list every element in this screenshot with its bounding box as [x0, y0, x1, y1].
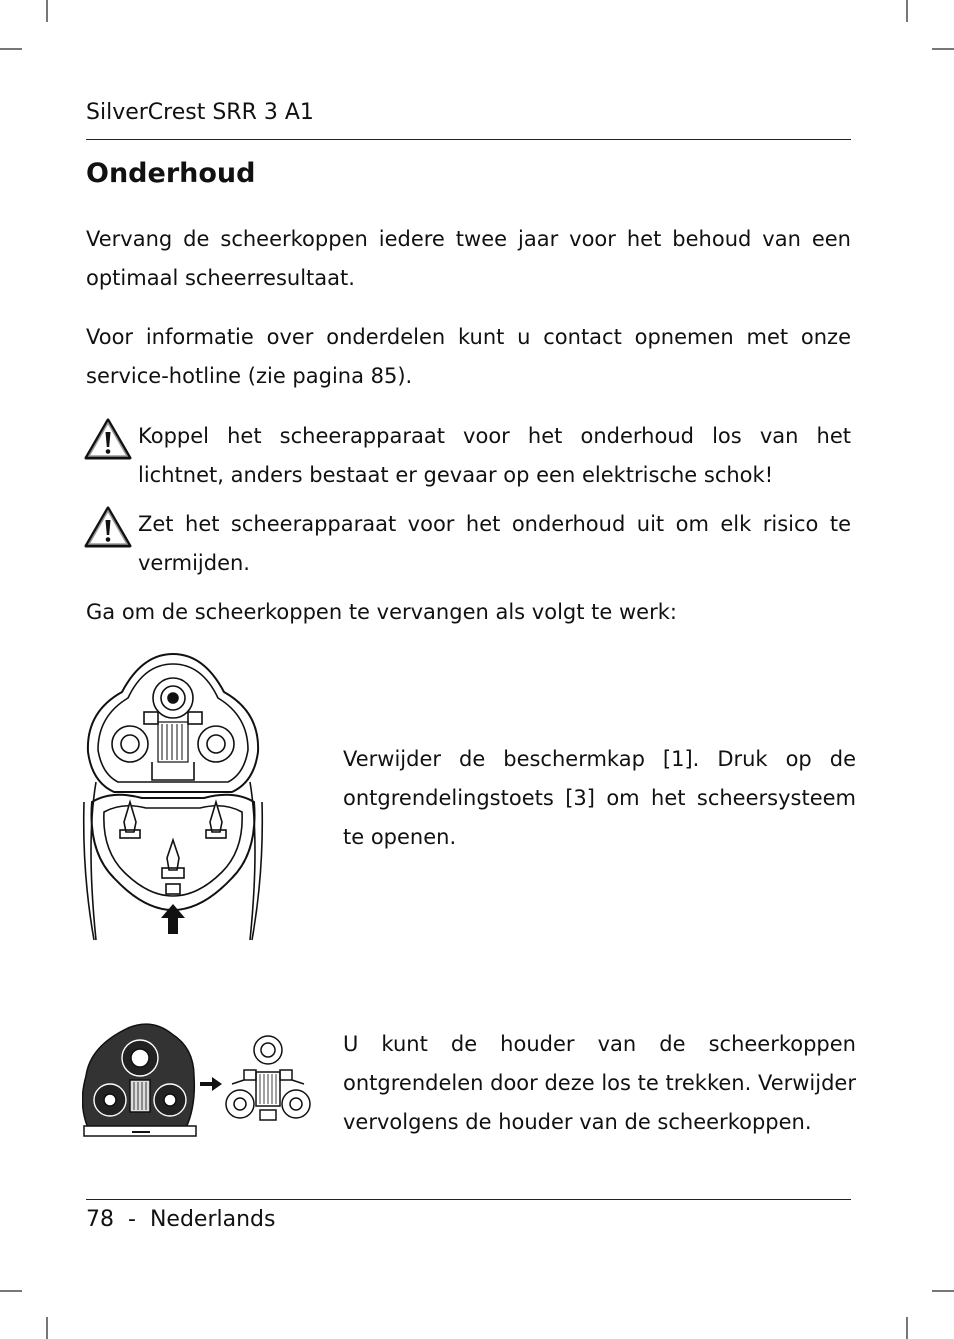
crop-mark [932, 48, 954, 50]
warning-text: Zet het scheerapparaat voor het onderhoud uit om elk risico te vermijden. [138, 512, 851, 575]
running-header: SilverCrest SRR 3 A1 [86, 100, 314, 125]
crop-mark [0, 48, 22, 50]
section-heading: Onderhoud [86, 158, 256, 189]
warning-triangle-icon [84, 505, 132, 549]
shaver-head-open-illustration [82, 652, 264, 942]
step-text: U kunt de houder van de scheerkoppen ontgrendelen door deze los te trekken. Verwijder vervolgens de houder van de scheerkoppen. [343, 1032, 856, 1134]
crop-mark [906, 1317, 908, 1339]
blade-holder-removal-illustration [82, 1020, 312, 1140]
step-text: Verwijder de beschermkap [1]. Druk op de ontgrendelingstoets [3] om het scheersysteem te openen. [343, 747, 856, 849]
crop-mark [46, 0, 48, 22]
footer-language: Nederlands [149, 1207, 276, 1232]
crop-mark [932, 1290, 954, 1292]
crop-mark [0, 1290, 22, 1292]
paragraph: Ga om de scheerkoppen te vervangen als volgt te werk: [86, 600, 677, 624]
paragraph: Vervang de scheerkoppen iedere twee jaar voor het behoud van een optimaal scheerresultaat. [86, 227, 851, 290]
crop-mark [906, 0, 908, 22]
page-number: 78 [86, 1207, 114, 1232]
page-footer [86, 1207, 275, 1232]
paragraph: Voor informatie over onderdelen kunt u contact opnemen met onze service-hotline (zie pagina 85). [86, 325, 851, 388]
footer-separator: - [128, 1207, 136, 1232]
footer-divider [86, 1199, 851, 1200]
warning-triangle-icon [84, 417, 132, 461]
header-divider [86, 139, 851, 140]
crop-mark [46, 1317, 48, 1339]
warning-text: Koppel het scheerapparaat voor het onderhoud los van het lichtnet, anders bestaat er gevaar op een elektrische schok! [138, 424, 851, 487]
